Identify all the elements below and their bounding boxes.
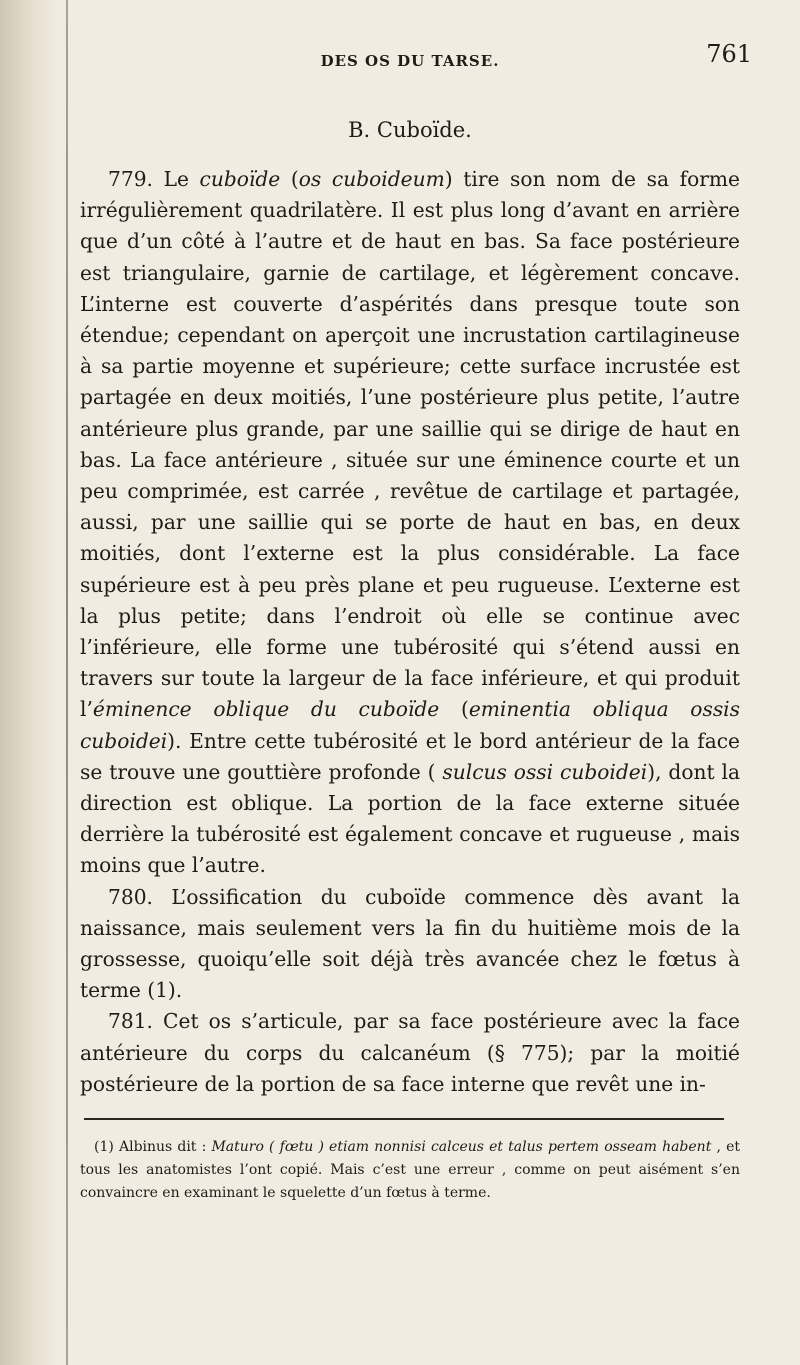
footnote-text-2: , et tous les anatomistes l’ont copié. Mais c’est une erreur , comme on peut aisément s’en convaincre en examinant le squelette d’un fœtus à terme. <box>80 1139 740 1202</box>
p779-italic-5: sulcus ossi cuboidei <box>442 759 648 784</box>
page-number: 761 <box>706 40 752 68</box>
paragraph-781: 781. Cet os s’articule, par sa face postérieure avec la face antérieure du corps du calcanéum (§ 775); par la moitié postérieure de la portion de sa face interne que revêt une in- <box>80 1009 740 1096</box>
p779-text-5: ). Entre cette tubérosité et le bord antérieur de la face se trouve une gouttière profonde ( <box>80 728 740 784</box>
p779-italic-4: eminentia obliqua ossis cuboidei <box>80 697 741 753</box>
footnote-text-1: (1) Albinus dit : <box>94 1139 212 1156</box>
p779-italic-3: éminence oblique du cuboïde <box>92 697 440 722</box>
footnote-rule <box>84 1118 724 1120</box>
running-head <box>80 40 752 80</box>
p779-italic-1: cuboïde <box>199 167 281 191</box>
paragraph-780: 780. L’ossification du cuboïde commence dès avant la naissance, mais seulement vers la fin du huitième mois de la grossesse, quoiqu’elle soit déjà très avancée chez le fœtus à terme (1). <box>80 884 740 1003</box>
running-title: DES OS DU TARSE. <box>320 52 500 70</box>
section-heading: B. Cuboïde. <box>348 118 472 142</box>
footnote-1 <box>80 1136 740 1205</box>
page-binding-edge <box>0 0 58 1365</box>
p779-text-4: ( <box>439 697 469 722</box>
footnote-italic-1: Maturo ( fœtu ) etiam nonnisi calceus et talus pertem osseam habent <box>211 1139 712 1156</box>
body-text <box>80 164 740 1100</box>
p779-text-1: 779. Le <box>108 167 200 191</box>
p779-text-6: ), dont la direction est oblique. La portion de la face externe située derrière la tubérosité est également concave et rugueuse , mais moins que l’autre. <box>80 759 740 878</box>
book-page <box>80 40 752 1205</box>
binding-shadow-line <box>66 0 68 1365</box>
paragraph-779 <box>80 164 740 882</box>
p779-text-3: ) tire son nom de sa forme irrégulièrement quadrilatère. Il est plus long d’avant en arrière que d’un côté à l’autre et de haut en bas. Sa face postérieure est triangulaire, garnie de cartilage, et légèrement concave. L’interne est couverte d’aspérités dans presque toute son étendue; cependant on aperçoit une incrustation cartilagineuse à sa partie moyenne et supérieure; cette surface incrustée est partagée en deux moitiés, l’une postérieure plus petite, l’autre antérieure plus grande, par une saillie qui se dirige de haut en bas. La face antérieure , située sur une éminence courte et un peu comprimée, est carrée , revêtue de cartilage et partagée, aussi, par une saillie qui se porte de haut en bas, en deux moitiés, dont l’externe est la plus considérable. La face supérieure est à peu près plane et peu rugueuse. L’externe est la plus petite; dans l’endroit où elle se continue avec l’inférieure, elle forme une tubérosité qui s’étend aussi en travers sur toute la largeur de la face inférieure, et qui produit l’ <box>80 167 740 722</box>
p779-text-2: ( <box>280 167 299 191</box>
p779-italic-2: os cuboideum <box>298 167 445 191</box>
